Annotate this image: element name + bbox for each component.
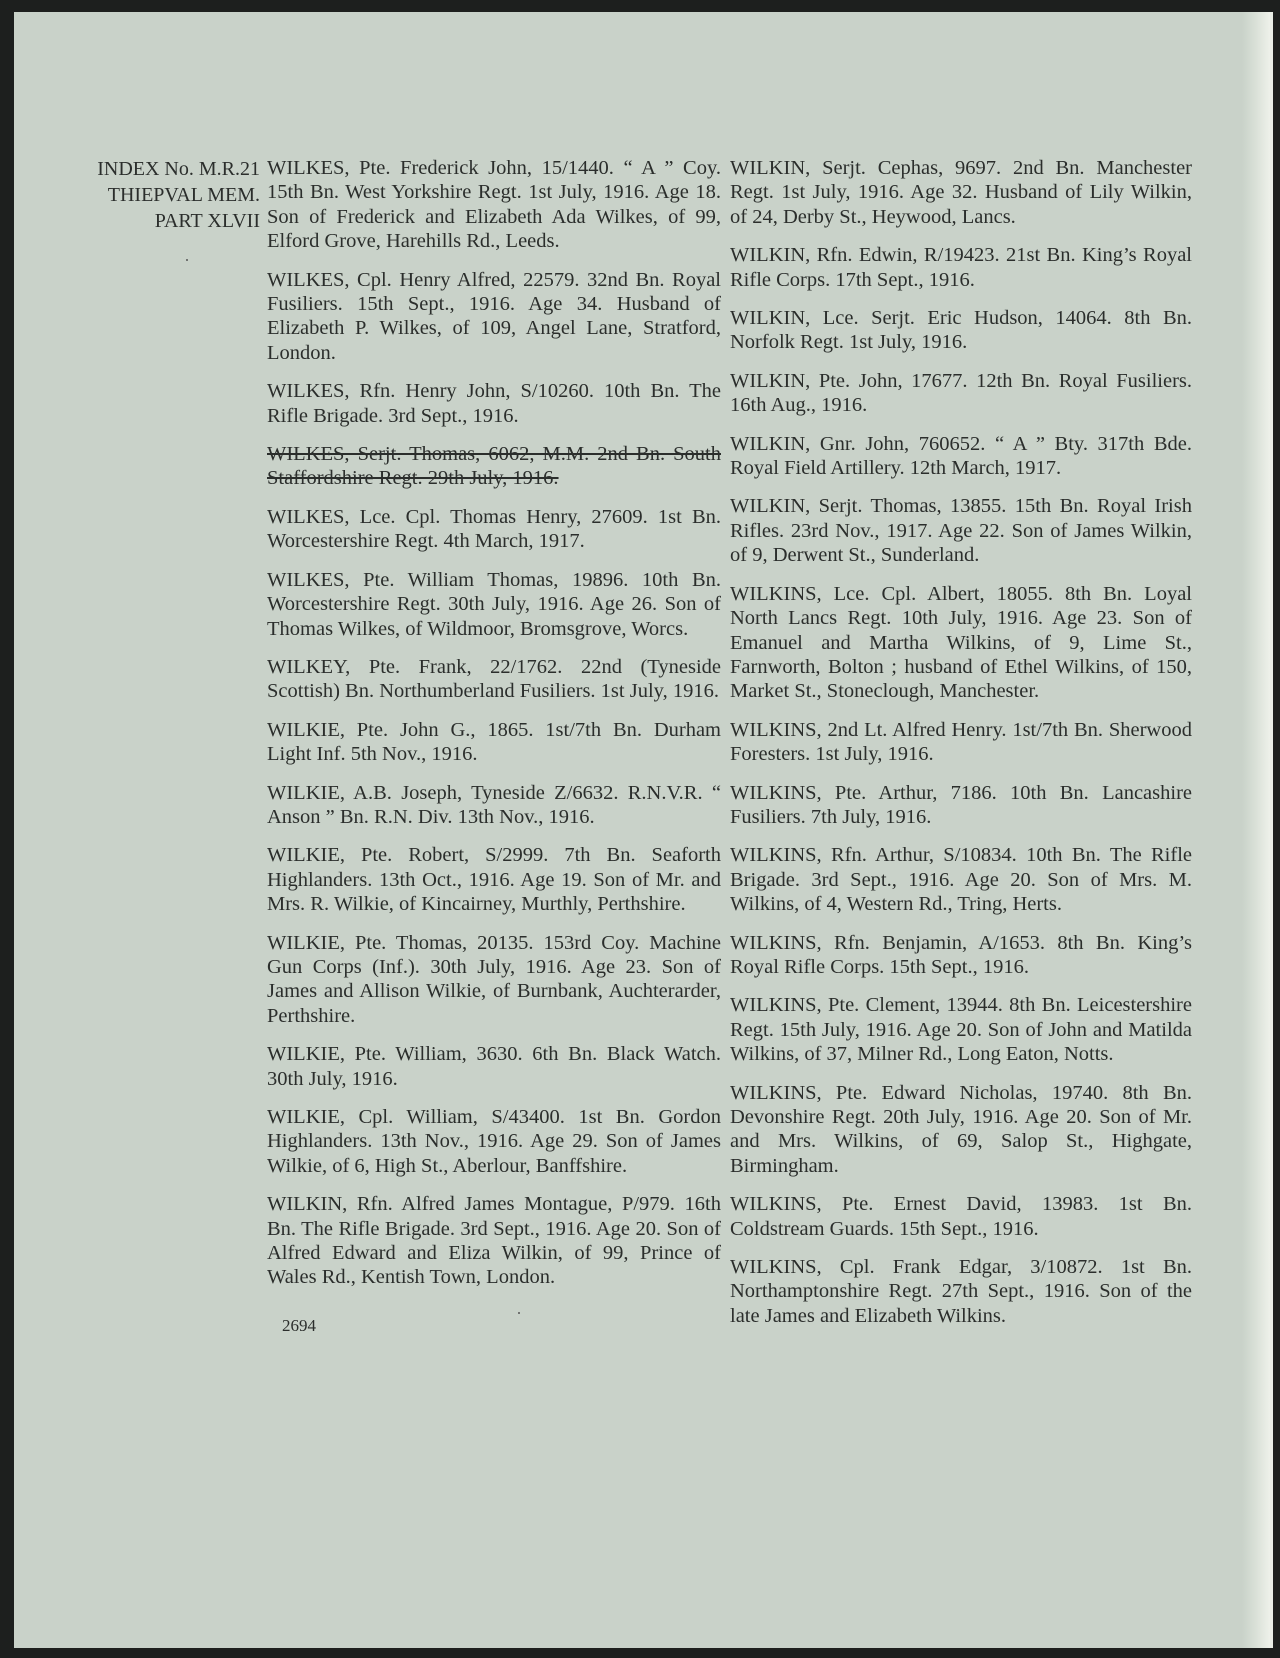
- register-entry: WILKINS, Lce. Cpl. Albert, 18055. 8th Bn. Loyal North Lancs Regt. 10th July, 1916. Age 23. Son of Emanuel and Martha Wilkins, of 9, Lime St., Farnworth, Bolton ; husband of Ethel Wilkins, of 150, Market St., Stoneclough, Manchester.: [730, 582, 1192, 703]
- entries-column-left: [267, 156, 721, 1304]
- register-entry: WILKES, Pte. William Thomas, 19896. 10th Bn. Worcestershire Regt. 30th July, 1916. Age 26. Son of Thomas Wilkes, of Wildmoor, Bromsgrove, Worcs.: [267, 568, 721, 640]
- register-entry: WILKIE, Pte. William, 3630. 6th Bn. Black Watch. 30th July, 1916.: [267, 1043, 721, 1090]
- register-entry: WILKIN, Rfn. Edwin, R/19423. 21st Bn. King’s Royal Rifle Corps. 17th Sept., 1916.: [730, 244, 1192, 291]
- paper-speck: [518, 1312, 520, 1314]
- register-entry: WILKIN, Rfn. Alfred James Montague, P/979. 16th Bn. The Rifle Brigade. 3rd Sept., 1916. Age 20. Son of Alfred Edward and Eliza Wilkin, of 99, Prince of Wales Rd., Kentish Town, London.: [267, 1193, 721, 1289]
- register-entry: WILKES, Cpl. Henry Alfred, 22579. 32nd Bn. Royal Fusiliers. 15th Sept., 1916. Age 34. Husband of Elizabeth P. Wilkes, of 109, Angel Lane, Stratford, London.: [267, 268, 721, 364]
- register-entry: WILKEY, Pte. Frank, 22/1762. 22nd (Tyneside Scottish) Bn. Northumberland Fusiliers. 1st July, 1916.: [267, 655, 721, 703]
- register-entry: WILKINS, Cpl. Frank Edgar, 3/10872. 1st Bn. Northamptonshire Regt. 27th Sept., 1916. Son of the late James and Elizabeth Wilkins.: [730, 1256, 1192, 1327]
- register-entry: WILKIN, Serjt. Thomas, 13855. 15th Bn. Royal Irish Rifles. 23rd Nov., 1917. Age 22. Son of James Wilkin, of 9, Derwent St., Sunderland.: [730, 495, 1192, 567]
- page-number: 2694: [282, 1316, 316, 1335]
- register-entry: WILKIE, Pte. Thomas, 20135. 153rd Coy. Machine Gun Corps (Inf.). 30th July, 1916. Age 23. Son of James and Allison Wilkie, of Burnbank, Auchterarder, Perthshire.: [267, 931, 721, 1027]
- page-fold-shadow: [1242, 12, 1270, 1648]
- register-entry: WILKIN, Gnr. John, 760652. “ A ” Bty. 317th Bde. Royal Field Artillery. 12th March, 1917.: [730, 432, 1192, 480]
- register-entry: WILKES, Lce. Cpl. Thomas Henry, 27609. 1st Bn. Worcestershire Regt. 4th March, 1917.: [267, 505, 721, 553]
- register-entry: WILKIN, Serjt. Cephas, 9697. 2nd Bn. Manchester Regt. 1st July, 1916. Age 32. Husband of Lily Wilkin, of 24, Derby St., Heywood, Lancs.: [730, 157, 1192, 228]
- register-entry: WILKINS, Pte. Clement, 13944. 8th Bn. Leicestershire Regt. 15th July, 1916. Age 20. Son of John and Matilda Wilkins, of 37, Milner Rd., Long Eaton, Notts.: [730, 994, 1192, 1066]
- register-entry: WILKINS, 2nd Lt. Alfred Henry. 1st/7th Bn. Sherwood Foresters. 1st July, 1916.: [730, 718, 1192, 766]
- register-entry: WILKIN, Pte. John, 17677. 12th Bn. Royal Fusiliers. 16th Aug., 1916.: [730, 369, 1192, 417]
- register-entry: WILKINS, Pte. Ernest David, 13983. 1st Bn. Coldstream Guards. 15th Sept., 1916.: [730, 1193, 1192, 1240]
- paper-speck: [186, 259, 188, 261]
- register-entry: WILKIN, Lce. Serjt. Eric Hudson, 14064. 8th Bn. Norfolk Regt. 1st July, 1916.: [730, 307, 1192, 354]
- register-entry: WILKIE, Cpl. William, S/43400. 1st Bn. Gordon Highlanders. 13th Nov., 1916. Age 29. Son of James Wilkie, of 6, High St., Aberlour, Banffshire.: [267, 1106, 721, 1177]
- entries-column-right: [730, 156, 1192, 1342]
- register-entry: WILKINS, Rfn. Arthur, S/10834. 10th Bn. The Rifle Brigade. 3rd Sept., 1916. Age 20. Son of Mrs. M. Wilkins, of 4, Western Rd., Tring, Herts.: [730, 844, 1192, 916]
- index-number: INDEX No. M.R.21: [97, 158, 260, 180]
- register-entry: WILKINS, Pte. Edward Nicholas, 19740. 8th Bn. Devonshire Regt. 20th July, 1916. Age 20. Son of Mr. and Mrs. Wilkins, of 69, Salop St., Highgate, Birmingham.: [730, 1081, 1192, 1177]
- register-entry: WILKINS, Rfn. Benjamin, A/1653. 8th Bn. King’s Royal Rifle Corps. 15th Sept., 1916.: [730, 931, 1192, 978]
- register-entry: WILKES, Pte. Frederick John, 15/1440. “ A ” Coy. 15th Bn. West Yorkshire Regt. 1st July, 1916. Age 18. Son of Frederick and Elizabeth Ada Wilkes, of 99, Elford Grove, Harehills Rd., Leeds.: [267, 157, 721, 253]
- register-entry: WILKES, Rfn. Henry John, S/10260. 10th Bn. The Rifle Brigade. 3rd Sept., 1916.: [267, 380, 721, 427]
- memorial-name: THIEPVAL MEM.: [107, 184, 260, 206]
- register-entry: WILKIE, A.B. Joseph, Tyneside Z/6632. R.N.V.R. “ Anson ” Bn. R.N. Div. 13th Nov., 1916.: [267, 781, 721, 828]
- part-number: PART XLVII: [154, 210, 260, 232]
- register-page: [14, 12, 1273, 1648]
- register-entry-struck-through: WILKES, Serjt. Thomas, 6062, M.M. 2nd Bn. South Staffordshire Regt. 29th July, 1916.: [267, 443, 721, 490]
- register-entry: WILKIE, Pte. Robert, S/2999. 7th Bn. Seaforth Highlanders. 13th Oct., 1916. Age 19. Son of Mr. and Mrs. R. Wilkie, of Kincairney, Murthly, Perthshire.: [267, 844, 721, 916]
- register-entry: WILKINS, Pte. Arthur, 7186. 10th Bn. Lancashire Fusiliers. 7th July, 1916.: [730, 781, 1192, 828]
- index-reference: [60, 156, 260, 234]
- register-entry: WILKIE, Pte. John G., 1865. 1st/7th Bn. Durham Light Inf. 5th Nov., 1916.: [267, 718, 721, 766]
